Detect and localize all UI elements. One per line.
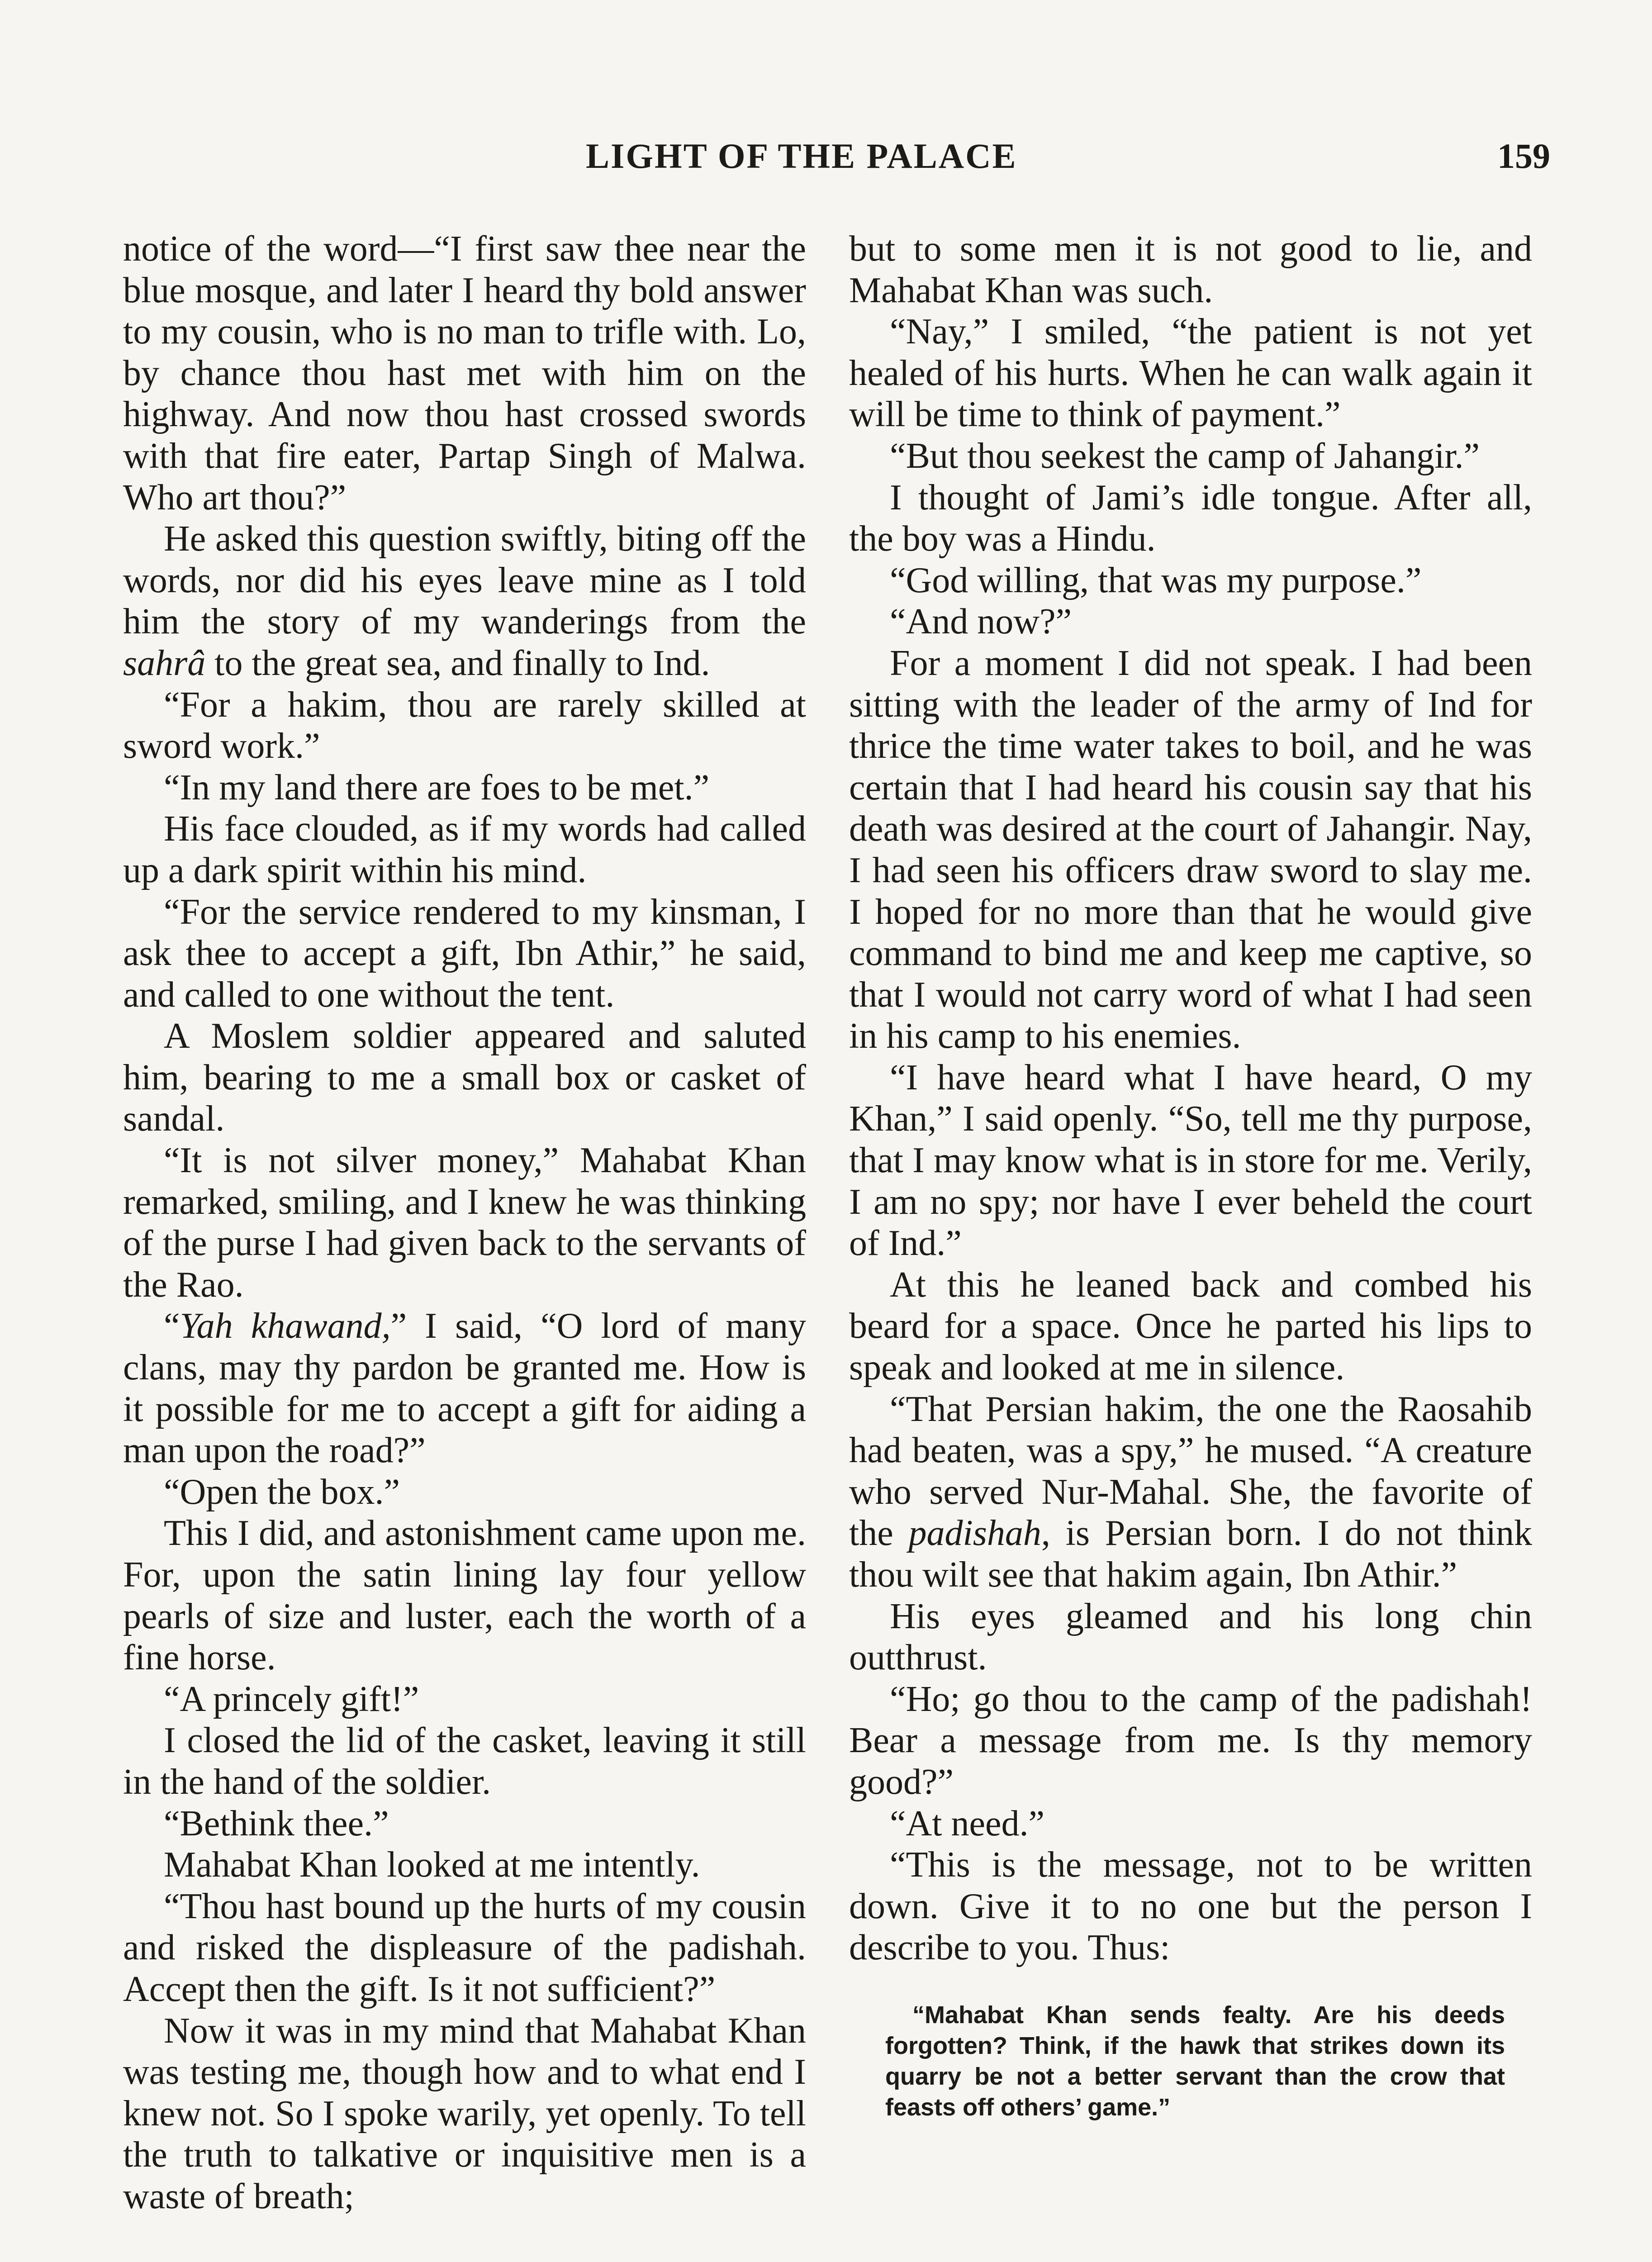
text-run: “ [164, 1306, 180, 1346]
text-run: I closed the lid of the casket, leaving it still in the hand of the soldier. [123, 1720, 806, 1802]
text-run: “A princely gift!” [164, 1679, 419, 1719]
text-run: At this he leaned back and combed his beard for a space. Once he parted his lips to speak and looked at me in silence. [849, 1264, 1532, 1388]
text-run: “It is not silver money,” Mahabat Khan remarked, smiling, and I knew he was thinking of the purse I had given back to the servants of the Rao. [123, 1141, 806, 1305]
text-run: His eyes gleamed and his long chin outthrust. [849, 1596, 1532, 1678]
text-run: “At need.” [890, 1803, 1045, 1844]
running-title: LIGHT OF THE PALACE [586, 136, 1017, 176]
paragraph [849, 560, 1532, 602]
paragraph [849, 1389, 1532, 1596]
italic-text: sahrâ [123, 643, 206, 683]
paragraph [123, 1803, 806, 1845]
text-run: “God willing, that was my purpose.” [890, 560, 1422, 600]
text-run: I thought of Jami’s idle tongue. After all, the boy was a Hindu. [849, 477, 1532, 559]
paragraph [123, 1844, 806, 1886]
text-run: “Bethink thee.” [164, 1803, 389, 1844]
text-run: He asked this question swiftly, biting off the words, nor did his eyes leave mine as I told him the story of my wanderings from the [123, 519, 806, 642]
text-run: “And now?” [890, 602, 1072, 642]
right-column [849, 228, 1532, 2123]
text-run: This I did, and astonishment came upon me. For, upon the satin lining lay four yellow pearls of size and luster, each the worth of a fine horse. [123, 1513, 806, 1678]
text-run: “I have heard what I have heard, O my Khan,” I said openly. “So, tell me thy purpose, that I may know what is in store for me. Verily, I am no spy; nor have I ever beheld the court of Ind.” [849, 1057, 1532, 1264]
paragraph [123, 684, 806, 767]
paragraph [123, 808, 806, 891]
paragraph [849, 477, 1532, 560]
text-run: ” I said, “O lord of many clans, may thy pardon be granted me. How is it possible for me to accept a gift for aiding a man upon the road?” [123, 1306, 807, 1471]
text-run: “But thou seekest the camp of Jahangir.” [890, 436, 1480, 476]
paragraph [123, 892, 806, 1016]
text-run: “Open the box.” [164, 1472, 400, 1512]
paragraph [849, 601, 1532, 643]
text-run: “Nay,” I smiled, “the patient is not yet healed of his hurts. When he can walk again it will be time to think of payment.” [849, 312, 1532, 435]
text-run: “For the service rendered to my kinsman, I ask thee to accept a gift, Ibn Athir,” he said, and called to one without the tent. [123, 892, 806, 1015]
message-blockquote: “Mahabat Khan sends fealty. Are his deeds forgotten? Think, if the hawk that strikes down its quarry be not a better servant than the crow that feasts off others’ game.” [885, 2001, 1505, 2121]
text-run: “For a hakim, thou are rarely skilled at sword work.” [123, 684, 806, 766]
paragraph [849, 1264, 1532, 1389]
paragraph [849, 1844, 1532, 1969]
paragraph [849, 1803, 1532, 1845]
text-run: notice of the word—“I first saw thee near the blue mosque, and later I heard thy bold answer to my cousin, who is no man to trifle with. Lo, by chance thou hast met with him on the highway. And now thou hast crossed swords with that fire eater, Partap Singh of Malwa. Who art thou?” [123, 229, 806, 518]
text-run: to the great sea, and finally to Ind. [205, 643, 710, 683]
paragraph [123, 1720, 806, 1803]
page-number: 159 [1497, 136, 1550, 176]
text-run: “Ho; go thou to the camp of the padishah! Bear a message from me. Is thy memory good?” [849, 1679, 1532, 1802]
paragraph [123, 1679, 806, 1720]
paragraph [849, 311, 1532, 436]
italic-text: padishah [908, 1513, 1041, 1554]
text-run: “That Persian hakim, the one the Raosahib had beaten, was a spy,” he mused. “A creature who served Nur-Mahal. She, the favorite of the [849, 1389, 1532, 1554]
text-run: His face clouded, as if my words had called up a dark spirit within his mind. [123, 809, 806, 890]
paragraph [849, 436, 1532, 477]
paragraph [123, 767, 806, 809]
text-run: “Thou hast bound up the hurts of my cousin and risked the displeasure of the padishah. Accept then the gift. Is it not sufficient?” [123, 1886, 806, 2009]
text-run: A Moslem soldier appeared and saluted him, bearing to me a small box or casket of sandal. [123, 1016, 806, 1139]
left-column [123, 228, 806, 2218]
paragraph [123, 2010, 806, 2218]
paragraph [123, 228, 806, 518]
text-run: Now it was in my mind that Mahabat Khan was testing me, though how and to what end I knew not. So I spoke warily, yet openly. To tell the truth to talkative or inquisitive men is a waste of breath; [123, 2010, 806, 2216]
text-run: “In my land there are foes to be met.” [164, 767, 710, 808]
paragraph [123, 1886, 806, 2010]
paragraph [123, 1306, 806, 1471]
paragraph [849, 1596, 1532, 1679]
paragraph [123, 518, 806, 684]
text-run: Mahabat Khan looked at me intently. [164, 1845, 700, 1885]
paragraph [123, 1016, 806, 1140]
paragraph [849, 228, 1532, 311]
paragraph [849, 643, 1532, 1057]
text-run: but to some men it is not good to lie, and Mahabat Khan was such. [849, 229, 1532, 310]
paragraph [849, 1057, 1532, 1264]
paragraph [849, 1679, 1532, 1803]
text-run: , is Persian born. I do not think thou wilt see that hakim again, Ibn Athir.” [849, 1513, 1533, 1595]
paragraph [123, 1140, 806, 1306]
page-header [0, 136, 1652, 185]
text-run: For a moment I did not speak. I had been sitting with the leader of the army of Ind for thrice the time water takes to boil, and he was certain that I had heard his cousin say that his death was desired at the court of Jahangir. Nay, I had seen his officers draw sword to slay me. I hoped for no more than that he would give command to bind me and keep me captive, so that I would not carry word of what I had seen in his camp to his enemies. [849, 643, 1532, 1056]
text-run: “This is the message, not to be written down. Give it to no one but the person I describe to you. Thus: [849, 1845, 1532, 1968]
paragraph [123, 1513, 806, 1678]
paragraph [123, 1472, 806, 1513]
italic-text: Yah khawand, [180, 1306, 391, 1346]
